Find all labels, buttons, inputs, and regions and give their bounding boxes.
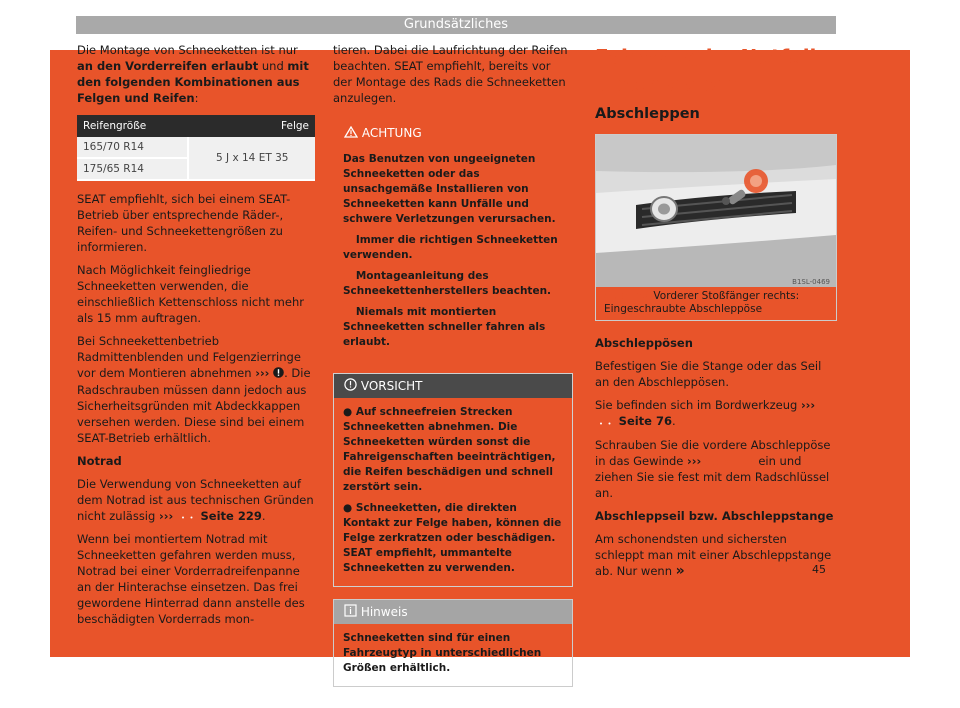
- warning-box: [333, 120, 573, 361]
- info-square-icon: [344, 601, 357, 625]
- paragraph: Nach Möglichkeit feingliedrige Schneeketten verwenden, die einschließlich Kettenschloss nicht mehr als 15 mm auftragen.: [77, 263, 304, 325]
- paragraph: Sie befinden sich im Bordwerkzeug ››› Seite 76.: [595, 398, 816, 428]
- figure-label: Abb. 59: [604, 290, 650, 302]
- paragraph: tieren. Dabei die Laufrichtung der Reifen beachten. SEAT empfiehlt, bereits vor der Montage des Rads die Schneeketten anzulegen.: [333, 43, 568, 105]
- xref-arrow[interactable]: ›››: [158, 508, 174, 523]
- list-item: ● Niemals mit montierten Schneeketten schneller fahren als erlaubt.: [343, 306, 546, 348]
- column-left: [77, 42, 315, 634]
- caution-header: [334, 374, 572, 398]
- list-item: ● Schneeketten, die direkten Kontakt zur Felge haben, können die Felge zerkratzen oder beschädigen. SEAT empfiehlt, ummantelte Schneeketten zu verwenden.: [343, 502, 562, 574]
- figure-reference-link[interactable]: Abb. 59: [704, 453, 755, 468]
- car-tool-icon: [177, 508, 197, 524]
- page-reference-link[interactable]: Seite 76: [618, 414, 672, 428]
- caution-box: [333, 373, 573, 587]
- table-header-row: [77, 115, 315, 137]
- column-header-rim: Felge: [188, 115, 315, 137]
- list-item: ● Immer die richtigen Schneeketten verwenden.: [343, 234, 558, 261]
- page-reference-link[interactable]: Seite 229: [200, 508, 262, 523]
- tyre-size-cell: 175/65 R14: [77, 158, 188, 180]
- warning-intro: Das Benutzen von ungeeigneten Schneeketten oder das unsachgemäße Installieren von Schneeketten kann Unfälle und schwere Verletzungen verursachen.: [343, 153, 556, 225]
- caution-body: [334, 398, 572, 586]
- section-heading-towing-eyes: Abschleppösen: [595, 336, 693, 350]
- chapter-title: Fahrzeug im Notfall abschleppen: [595, 45, 817, 96]
- warning-body: [334, 145, 572, 360]
- info-circle-icon: [344, 375, 357, 399]
- section-heading-notrad: Notrad: [77, 453, 122, 468]
- paragraph: Bei Schneekettenbetrieb Radmittenblenden und Felgenzierringe vor dem Montieren abnehmen ››› . Die Radschrauben müssen dann jedoch aus Sicherheitsgründen mit Abdeckkappen versehen werden. Diese sind bei einem SEAT-Betrieb erhältlich.: [77, 334, 311, 445]
- xref-arrow[interactable]: ›››: [255, 366, 270, 380]
- tyre-rim-table: [77, 115, 315, 181]
- paragraph: SEAT empfiehlt, sich bei einem SEAT-Betrieb über entsprechende Räder-, Reifen- und Schneekettengrößen zu informieren.: [77, 192, 291, 254]
- hint-header: [334, 600, 572, 624]
- warning-header: [334, 121, 572, 145]
- warning-title: ACHTUNG: [361, 126, 422, 140]
- list-item: ● Auf schneefreien Strecken Schneeketten abnehmen. Die Schneeketten würden sonst die Fahreigenschaften beeinträchtigen, die Reifen beschädigen und schnell zerstört sein.: [343, 406, 556, 493]
- paragraph: Befestigen Sie die Stange oder das Seil an den Abschleppösen.: [595, 359, 822, 389]
- section-heading-tow-rope: Abschleppseil bzw. Abschleppstange: [595, 508, 834, 523]
- intro-paragraph: Die Montage von Schneeketten ist nur an den Vorderreifen erlaubt und mit den folgenden Kombinationen aus Felgen und Reifen:: [77, 43, 309, 105]
- section-title: Abschleppen: [595, 106, 700, 122]
- figure-caption: Abb. 59 Vorderer Stoßfänger rechts: Eingeschraubte Abschleppöse: [604, 290, 800, 315]
- tyre-size-cell: 165/70 R14: [77, 137, 188, 158]
- table-row: [77, 137, 315, 158]
- hint-box: [333, 599, 573, 687]
- rim-cell: 5 J x 14 ET 35: [188, 137, 315, 180]
- figure-code: B1SL-0469: [792, 278, 830, 286]
- continued-marker: »: [675, 562, 685, 579]
- column-middle: [333, 42, 573, 687]
- paragraph: Schrauben Sie die vordere Abschleppöse in das Gewinde ››› Abb. 59 ein und ziehen Sie sie fest mit dem Radschlüssel an.: [595, 437, 831, 500]
- page-number: 45: [812, 563, 826, 576]
- hint-body: [334, 624, 572, 686]
- warning-triangle-icon: [344, 122, 358, 146]
- hint-title: Hinweis: [360, 605, 408, 619]
- column-header-tyre: Reifengröße: [77, 115, 188, 137]
- paragraph: Am schonendsten und sichersten schleppt man mit einer Abschleppstange ab. Nur wenn »: [595, 531, 832, 579]
- alert-circle-icon[interactable]: [273, 366, 284, 382]
- page-header: Grundsätzliches: [76, 16, 836, 34]
- list-item: ● Montageanleitung des Schneekettenherstellers beachten.: [343, 270, 552, 297]
- figure-59: [595, 134, 837, 321]
- hint-text: Schneeketten sind für einen Fahrzeugtyp in unterschiedlichen Größen erhältlich.: [343, 632, 542, 674]
- xref-arrow[interactable]: ›››: [687, 453, 702, 468]
- caution-title: VORSICHT: [360, 379, 423, 393]
- car-tool-icon: [595, 414, 615, 430]
- paragraph: Die Verwendung von Schneeketten auf dem Notrad ist aus technischen Gründen nicht zulässig ››› Seite 229.: [77, 476, 314, 523]
- paragraph: Wenn bei montiertem Notrad mit Schneeketten gefahren werden muss, Notrad bei einer Vorderradreifenpanne an der Hinterachse einsetzen. Das frei gewordene Hinterrad dann anstelle des beschädigten Vorderrads mon-: [77, 532, 305, 626]
- column-right: [595, 42, 835, 586]
- bumper-towing-eye-illustration: [596, 135, 836, 287]
- xref-arrow[interactable]: ›››: [800, 398, 816, 412]
